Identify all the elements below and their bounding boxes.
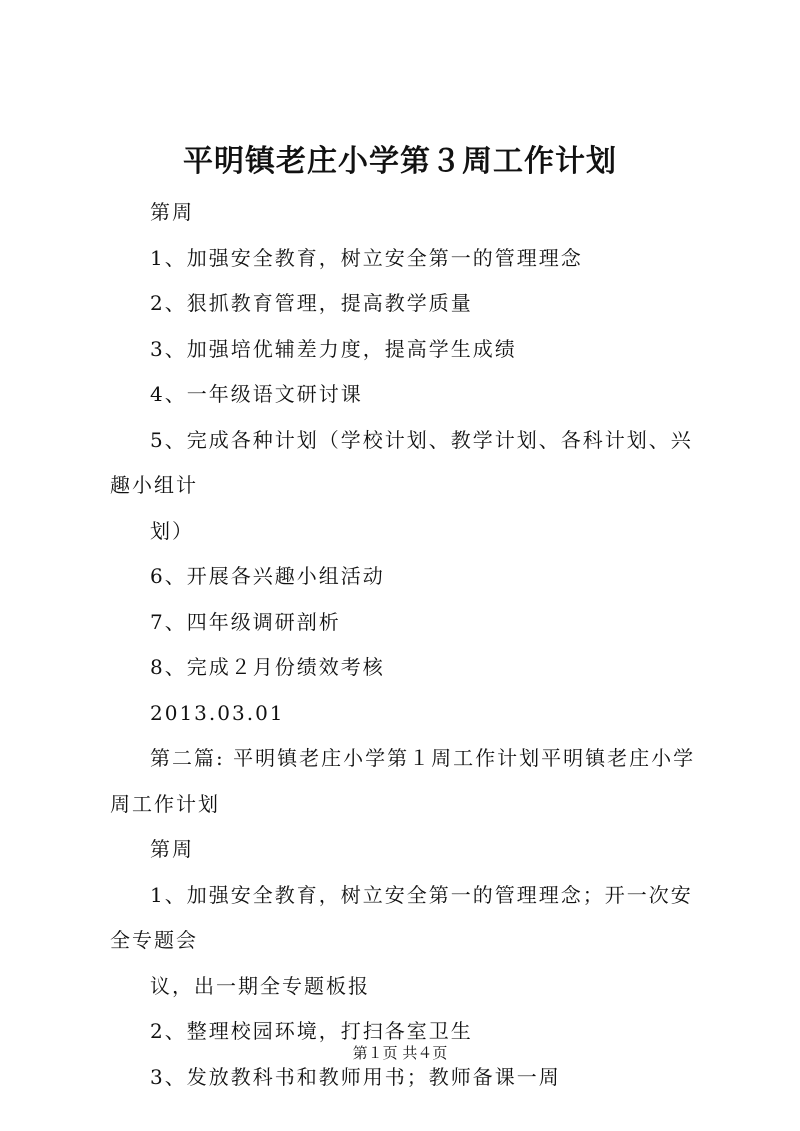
paragraph-item-3b: 3、发放教科书和教师用书；教师备课一周 — [150, 1064, 561, 1089]
paragraph-second-part: 第二篇: 平明镇老庄小学第１周工作计划平明镇老庄小学周工作计划 — [110, 746, 696, 816]
paragraph-item-6: 6、开展各兴趣小组活动 — [150, 564, 385, 588]
paragraph-item-1: 1、加强安全教育，树立安全第一的管理理念 — [150, 245, 583, 270]
paragraph-item-8: 8、完成２月份绩效考核 — [150, 655, 385, 679]
paragraph-item-4: 4、一年级语文研讨课 — [150, 382, 363, 406]
paragraph-item-1b-continued: 议，出一期全专题板报 — [150, 973, 370, 998]
paragraph-item-7: 7、四年级调研剖析 — [150, 609, 341, 634]
paragraph-item-5: 5、完成各种计划（学校计划、教学计划、各科计划、兴趣小组计 — [110, 427, 693, 497]
page-footer: 第１页 共４页 — [352, 1044, 448, 1062]
paragraph-item-5-continued: 划） — [150, 518, 194, 543]
document-title: 平明镇老庄小学第３周工作计划 — [183, 144, 617, 179]
document-body — [110, 190, 710, 1100]
paragraph-date: 2013.03.01 — [150, 700, 285, 725]
paragraph-item-2b: 2、整理校园环境，打扫各室卫生 — [150, 1019, 473, 1043]
paragraph-item-1b: 1、加强安全教育，树立安全第一的管理理念；开一次安全专题会 — [110, 882, 693, 952]
paragraph-week: 第周 — [150, 200, 194, 224]
paragraph-item-3: 3、加强培优辅差力度，提高学生成绩 — [150, 336, 517, 361]
paragraph-item-2: 2、狠抓教育管理，提高教学质量 — [150, 291, 473, 315]
paragraph-week-2: 第周 — [150, 837, 194, 861]
